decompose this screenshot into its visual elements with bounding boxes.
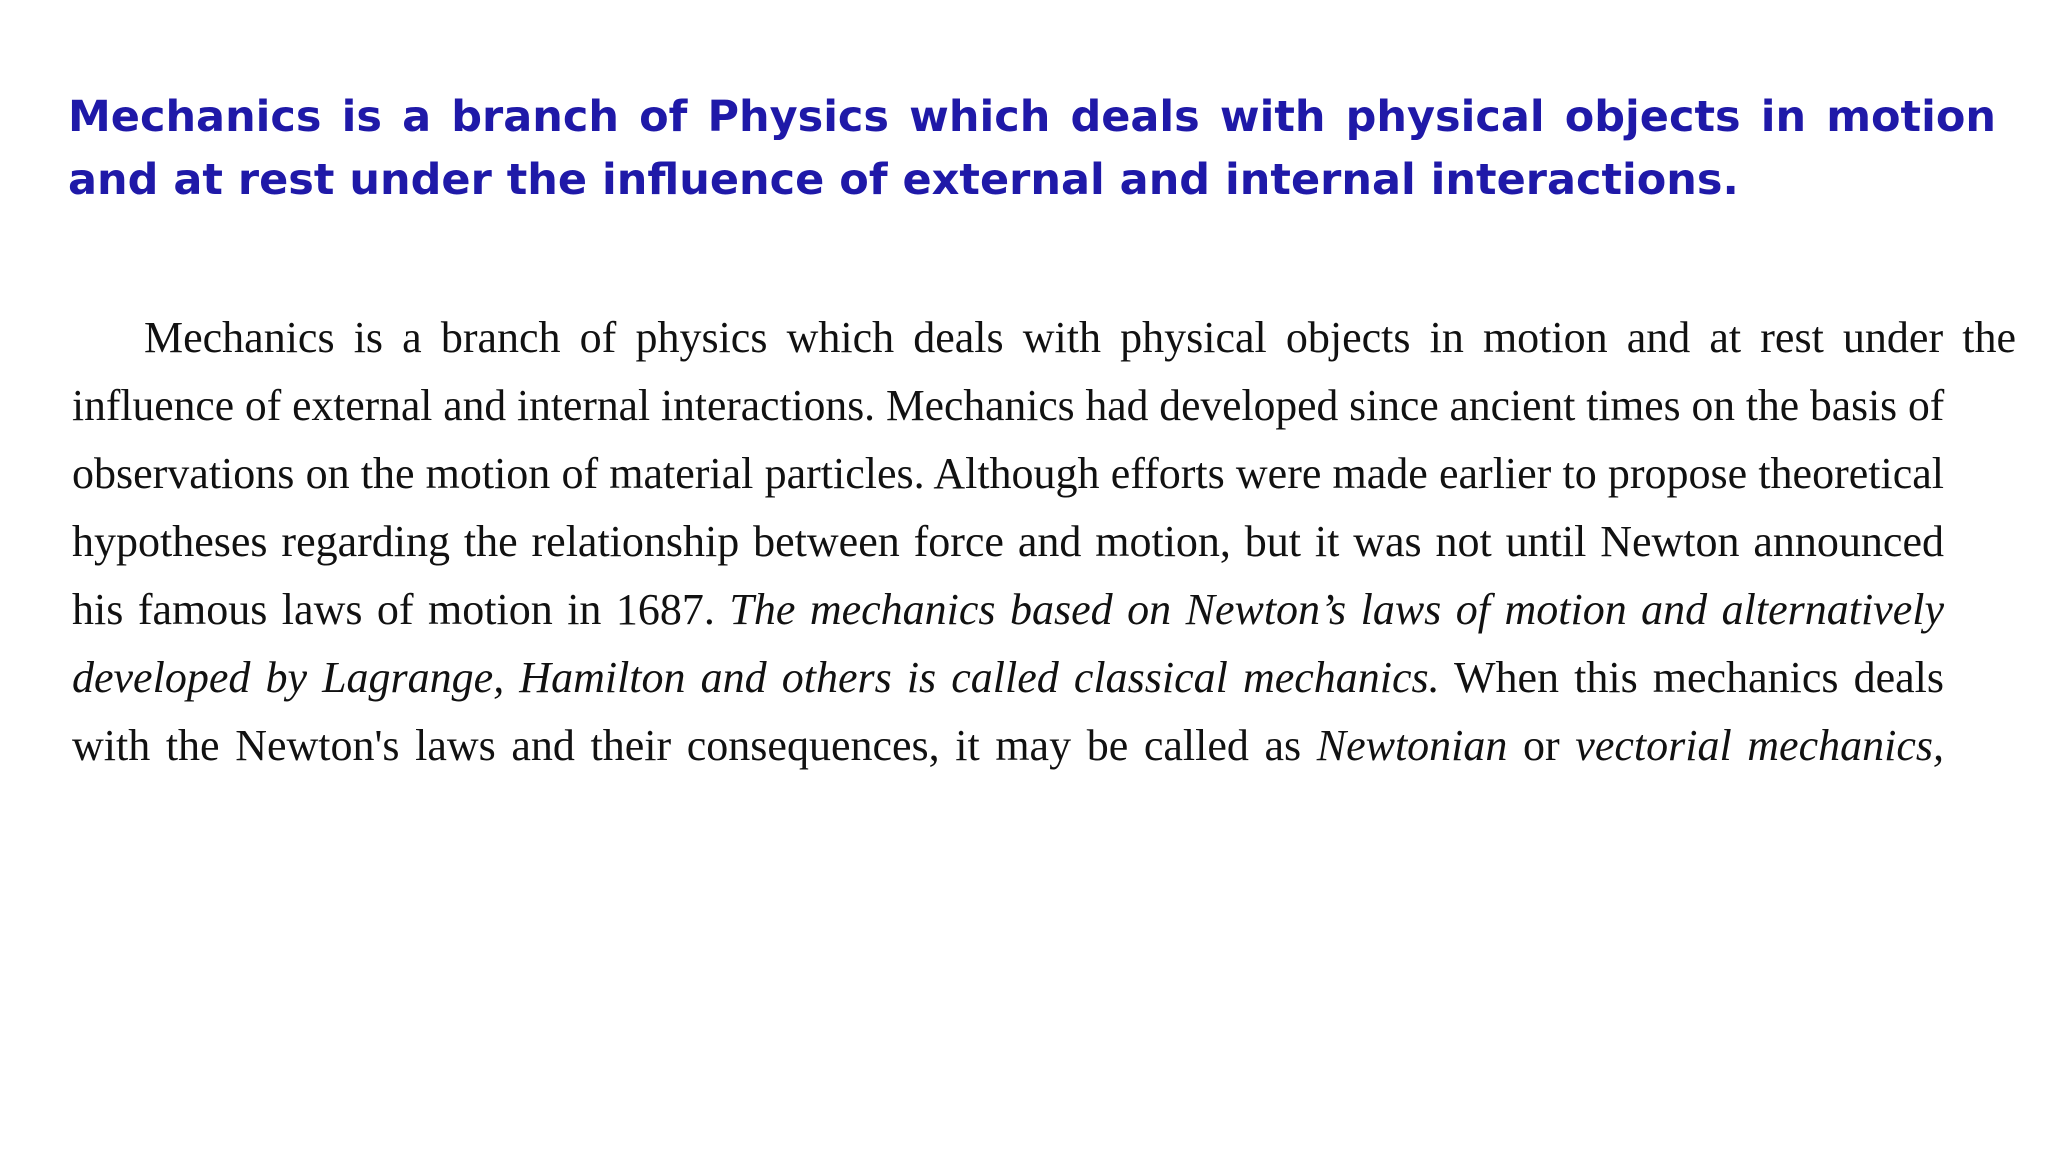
excerpt-italic-text: The mechanics based on Newton’s laws of motion and alternatively — [729, 585, 1944, 634]
excerpt-text: his famous laws of motion in 1687. — [72, 585, 730, 634]
scanned-excerpt — [72, 304, 2016, 780]
excerpt-line — [72, 508, 1944, 576]
excerpt-text: hypotheses regarding the relationship between force and motion, but it was not until Newton announced — [72, 517, 1944, 566]
excerpt-line — [72, 304, 2016, 372]
excerpt-text: Mechanics is a branch of physics which deals with physical objects in motion and at rest under the — [144, 313, 2016, 362]
excerpt-line — [72, 440, 1944, 508]
excerpt-text: or — [1507, 721, 1576, 770]
excerpt-text: influence of external and internal interactions. Mechanics had developed since ancient times on the basis of — [72, 381, 1945, 430]
excerpt-italic-text: developed by Lagrange, Hamilton and others is called classical mechanics. — [72, 653, 1440, 702]
excerpt-text: observations on the motion of material particles. Although efforts were made earlier to propose theoretical — [72, 449, 1944, 498]
excerpt-line — [72, 712, 1944, 780]
excerpt-italic-text: vectorial mechanics, — [1575, 721, 1944, 770]
slide-headline: Mechanics is a branch of Physics which deals with physical objects in motion and at rest under the influence of external and internal interactions. — [68, 92, 1996, 205]
excerpt-line — [72, 372, 1944, 440]
excerpt-italic-text: Newtonian — [1316, 721, 1508, 770]
excerpt-line — [72, 644, 1944, 712]
excerpt-text: with the Newton's laws and their consequences, it may be called as — [72, 721, 1317, 770]
excerpt-text: When this mechanics deals — [1439, 653, 1945, 702]
excerpt-line — [72, 576, 1944, 644]
